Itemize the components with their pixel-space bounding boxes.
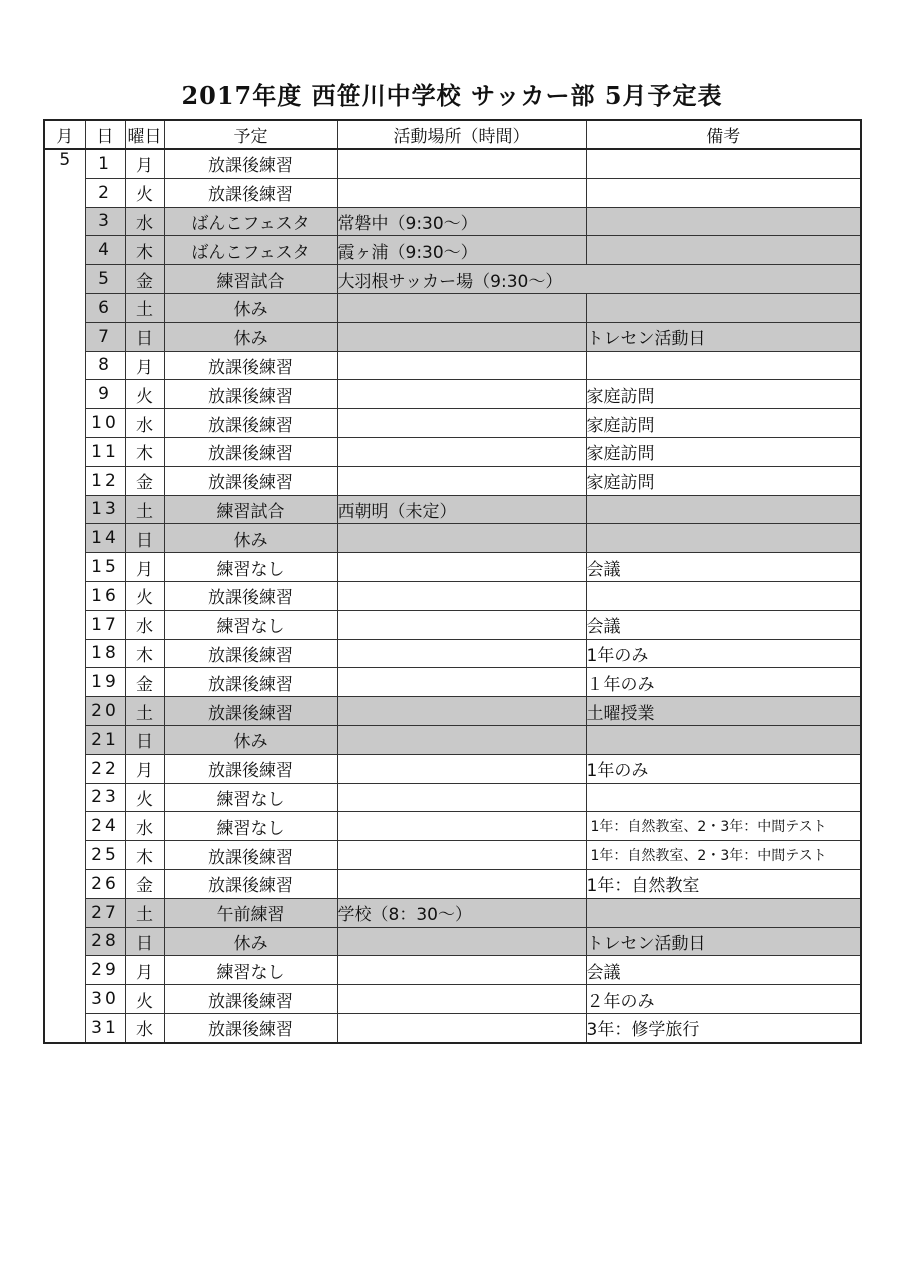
table-row <box>44 668 861 697</box>
place-cell <box>337 725 586 754</box>
place-cell: 西朝明（未定） <box>337 495 586 524</box>
note-cell: ２年のみ <box>586 985 861 1014</box>
place-cell <box>337 841 586 870</box>
note-cell <box>586 178 861 207</box>
day-cell: 9 <box>85 380 125 409</box>
note-cell: トレセン活動日 <box>586 927 861 956</box>
weekday-cell: 木 <box>125 639 164 668</box>
header-place: 活動場所（時間） <box>337 120 586 149</box>
note-cell <box>586 149 861 178</box>
note-cell: 会議 <box>586 610 861 639</box>
plan-cell: 練習なし <box>164 610 337 639</box>
note-cell <box>586 236 861 265</box>
table-row <box>44 437 861 466</box>
table-row <box>44 869 861 898</box>
header-weekday: 曜日 <box>125 120 164 149</box>
table-row <box>44 898 861 927</box>
place-cell: 学校（8：30～） <box>337 898 586 927</box>
day-cell: 20 <box>85 697 125 726</box>
weekday-cell: 火 <box>125 178 164 207</box>
table-row <box>44 409 861 438</box>
weekday-cell: 日 <box>125 524 164 553</box>
day-cell: 30 <box>85 985 125 1014</box>
schedule-table <box>43 119 862 1044</box>
place-cell <box>337 697 586 726</box>
table-row <box>44 351 861 380</box>
table-row <box>44 985 861 1014</box>
plan-cell: 休み <box>164 725 337 754</box>
place-cell <box>337 178 586 207</box>
note-cell: 1年のみ <box>586 639 861 668</box>
table-row <box>44 524 861 553</box>
day-cell: 22 <box>85 754 125 783</box>
table-row <box>44 841 861 870</box>
plan-cell: 放課後練習 <box>164 1013 337 1042</box>
weekday-cell: 月 <box>125 754 164 783</box>
weekday-cell: 木 <box>125 236 164 265</box>
place-cell <box>337 610 586 639</box>
place-cell <box>337 869 586 898</box>
table-header-row <box>44 120 861 149</box>
place-cell <box>337 985 586 1014</box>
table-row <box>44 610 861 639</box>
day-cell: 4 <box>85 236 125 265</box>
plan-cell: ばんこフェスタ <box>164 236 337 265</box>
weekday-cell: 月 <box>125 149 164 178</box>
table-row <box>44 380 861 409</box>
place-cell: 大羽根サッカー場（9:30～） <box>337 265 861 294</box>
note-cell: 1年のみ <box>586 754 861 783</box>
place-cell <box>337 466 586 495</box>
weekday-cell: 金 <box>125 466 164 495</box>
place-cell <box>337 668 586 697</box>
place-cell <box>337 754 586 783</box>
day-cell: 23 <box>85 783 125 812</box>
table-row <box>44 812 861 841</box>
header-plan: 予定 <box>164 120 337 149</box>
header-month: 月 <box>44 120 85 149</box>
plan-cell: 放課後練習 <box>164 639 337 668</box>
place-cell <box>337 293 586 322</box>
plan-cell: 放課後練習 <box>164 581 337 610</box>
month-cell: 5 <box>44 149 85 1043</box>
day-cell: 7 <box>85 322 125 351</box>
plan-cell: 放課後練習 <box>164 841 337 870</box>
table-row <box>44 207 861 236</box>
place-cell <box>337 927 586 956</box>
plan-cell: 休み <box>164 927 337 956</box>
table-row <box>44 178 861 207</box>
note-cell <box>586 725 861 754</box>
weekday-cell: 月 <box>125 553 164 582</box>
table-row <box>44 322 861 351</box>
table-row <box>44 783 861 812</box>
page-title: 2017年度 西笹川中学校 サッカー部 5月予定表 <box>181 81 723 110</box>
table-row <box>44 265 861 294</box>
place-cell: 常磐中（9:30～） <box>337 207 586 236</box>
day-cell: 27 <box>85 898 125 927</box>
note-cell: 家庭訪問 <box>586 437 861 466</box>
day-cell: 10 <box>85 409 125 438</box>
weekday-cell: 土 <box>125 495 164 524</box>
day-cell: 5 <box>85 265 125 294</box>
weekday-cell: 月 <box>125 351 164 380</box>
weekday-cell: 火 <box>125 783 164 812</box>
weekday-cell: 土 <box>125 293 164 322</box>
note-cell: 家庭訪問 <box>586 380 861 409</box>
day-cell: 8 <box>85 351 125 380</box>
note-cell: １年のみ <box>586 668 861 697</box>
weekday-cell: 土 <box>125 697 164 726</box>
day-cell: 11 <box>85 437 125 466</box>
plan-cell: 休み <box>164 322 337 351</box>
weekday-cell: 水 <box>125 207 164 236</box>
place-cell <box>337 149 586 178</box>
weekday-cell: 火 <box>125 581 164 610</box>
place-cell <box>337 322 586 351</box>
plan-cell: 練習なし <box>164 956 337 985</box>
place-cell <box>337 437 586 466</box>
table-row <box>44 581 861 610</box>
place-cell: 霞ヶ浦（9:30～） <box>337 236 586 265</box>
note-cell <box>586 293 861 322</box>
table-row <box>44 466 861 495</box>
note-cell: 会議 <box>586 553 861 582</box>
day-cell: 19 <box>85 668 125 697</box>
note-cell <box>586 207 861 236</box>
table-row <box>44 956 861 985</box>
plan-cell: 練習なし <box>164 783 337 812</box>
plan-cell: 放課後練習 <box>164 149 337 178</box>
note-cell <box>586 351 861 380</box>
plan-cell: 練習試合 <box>164 265 337 294</box>
day-cell: 15 <box>85 553 125 582</box>
note-cell: 3年：修学旅行 <box>586 1013 861 1042</box>
table-row <box>44 754 861 783</box>
plan-cell: 休み <box>164 293 337 322</box>
plan-cell: 放課後練習 <box>164 754 337 783</box>
place-cell <box>337 380 586 409</box>
plan-cell: 放課後練習 <box>164 668 337 697</box>
place-cell <box>337 1013 586 1042</box>
day-cell: 26 <box>85 869 125 898</box>
day-cell: 2 <box>85 178 125 207</box>
place-cell <box>337 812 586 841</box>
header-day: 日 <box>85 120 125 149</box>
note-cell: 1年：自然教室 <box>586 869 861 898</box>
plan-cell: 放課後練習 <box>164 985 337 1014</box>
plan-cell: 練習なし <box>164 812 337 841</box>
schedule-body <box>44 149 861 1043</box>
plan-cell: 放課後練習 <box>164 178 337 207</box>
plan-cell: 放課後練習 <box>164 351 337 380</box>
note-cell <box>586 898 861 927</box>
day-cell: 13 <box>85 495 125 524</box>
weekday-cell: 水 <box>125 1013 164 1042</box>
table-row <box>44 236 861 265</box>
table-row <box>44 149 861 178</box>
note-cell: 家庭訪問 <box>586 466 861 495</box>
plan-cell: 練習試合 <box>164 495 337 524</box>
note-cell: 土曜授業 <box>586 697 861 726</box>
day-cell: 12 <box>85 466 125 495</box>
note-cell <box>586 495 861 524</box>
day-cell: 1 <box>85 149 125 178</box>
note-cell: 家庭訪問 <box>586 409 861 438</box>
weekday-cell: 金 <box>125 265 164 294</box>
weekday-cell: 木 <box>125 437 164 466</box>
plan-cell: 放課後練習 <box>164 409 337 438</box>
plan-cell: 休み <box>164 524 337 553</box>
table-row <box>44 725 861 754</box>
day-cell: 3 <box>85 207 125 236</box>
weekday-cell: 水 <box>125 409 164 438</box>
plan-cell: 放課後練習 <box>164 697 337 726</box>
day-cell: 16 <box>85 581 125 610</box>
day-cell: 25 <box>85 841 125 870</box>
weekday-cell: 日 <box>125 322 164 351</box>
day-cell: 21 <box>85 725 125 754</box>
note-cell: 会議 <box>586 956 861 985</box>
place-cell <box>337 956 586 985</box>
table-row <box>44 553 861 582</box>
weekday-cell: 金 <box>125 869 164 898</box>
table-row <box>44 1013 861 1042</box>
day-cell: 14 <box>85 524 125 553</box>
day-cell: 31 <box>85 1013 125 1042</box>
plan-cell: 午前練習 <box>164 898 337 927</box>
weekday-cell: 火 <box>125 380 164 409</box>
plan-cell: 放課後練習 <box>164 437 337 466</box>
table-row <box>44 293 861 322</box>
weekday-cell: 日 <box>125 725 164 754</box>
place-cell <box>337 351 586 380</box>
plan-cell: 放課後練習 <box>164 380 337 409</box>
table-row <box>44 495 861 524</box>
place-cell <box>337 783 586 812</box>
weekday-cell: 水 <box>125 610 164 639</box>
note-cell <box>586 783 861 812</box>
weekday-cell: 土 <box>125 898 164 927</box>
day-cell: 17 <box>85 610 125 639</box>
day-cell: 6 <box>85 293 125 322</box>
day-cell: 24 <box>85 812 125 841</box>
plan-cell: 放課後練習 <box>164 466 337 495</box>
day-cell: 28 <box>85 927 125 956</box>
weekday-cell: 木 <box>125 841 164 870</box>
note-cell <box>586 581 861 610</box>
weekday-cell: 日 <box>125 927 164 956</box>
place-cell <box>337 553 586 582</box>
weekday-cell: 金 <box>125 668 164 697</box>
plan-cell: 練習なし <box>164 553 337 582</box>
weekday-cell: 月 <box>125 956 164 985</box>
plan-cell: 放課後練習 <box>164 869 337 898</box>
weekday-cell: 水 <box>125 812 164 841</box>
table-row <box>44 639 861 668</box>
place-cell <box>337 581 586 610</box>
table-row <box>44 697 861 726</box>
day-cell: 18 <box>85 639 125 668</box>
note-cell <box>586 524 861 553</box>
day-cell: 29 <box>85 956 125 985</box>
weekday-cell: 火 <box>125 985 164 1014</box>
place-cell <box>337 639 586 668</box>
note-cell: 1年：自然教室、2・3年：中間テスト <box>586 812 861 841</box>
header-note: 備考 <box>586 120 861 149</box>
plan-cell: ばんこフェスタ <box>164 207 337 236</box>
note-cell: 1年：自然教室、2・3年：中間テスト <box>586 841 861 870</box>
note-cell: トレセン活動日 <box>586 322 861 351</box>
table-row <box>44 927 861 956</box>
place-cell <box>337 409 586 438</box>
place-cell <box>337 524 586 553</box>
